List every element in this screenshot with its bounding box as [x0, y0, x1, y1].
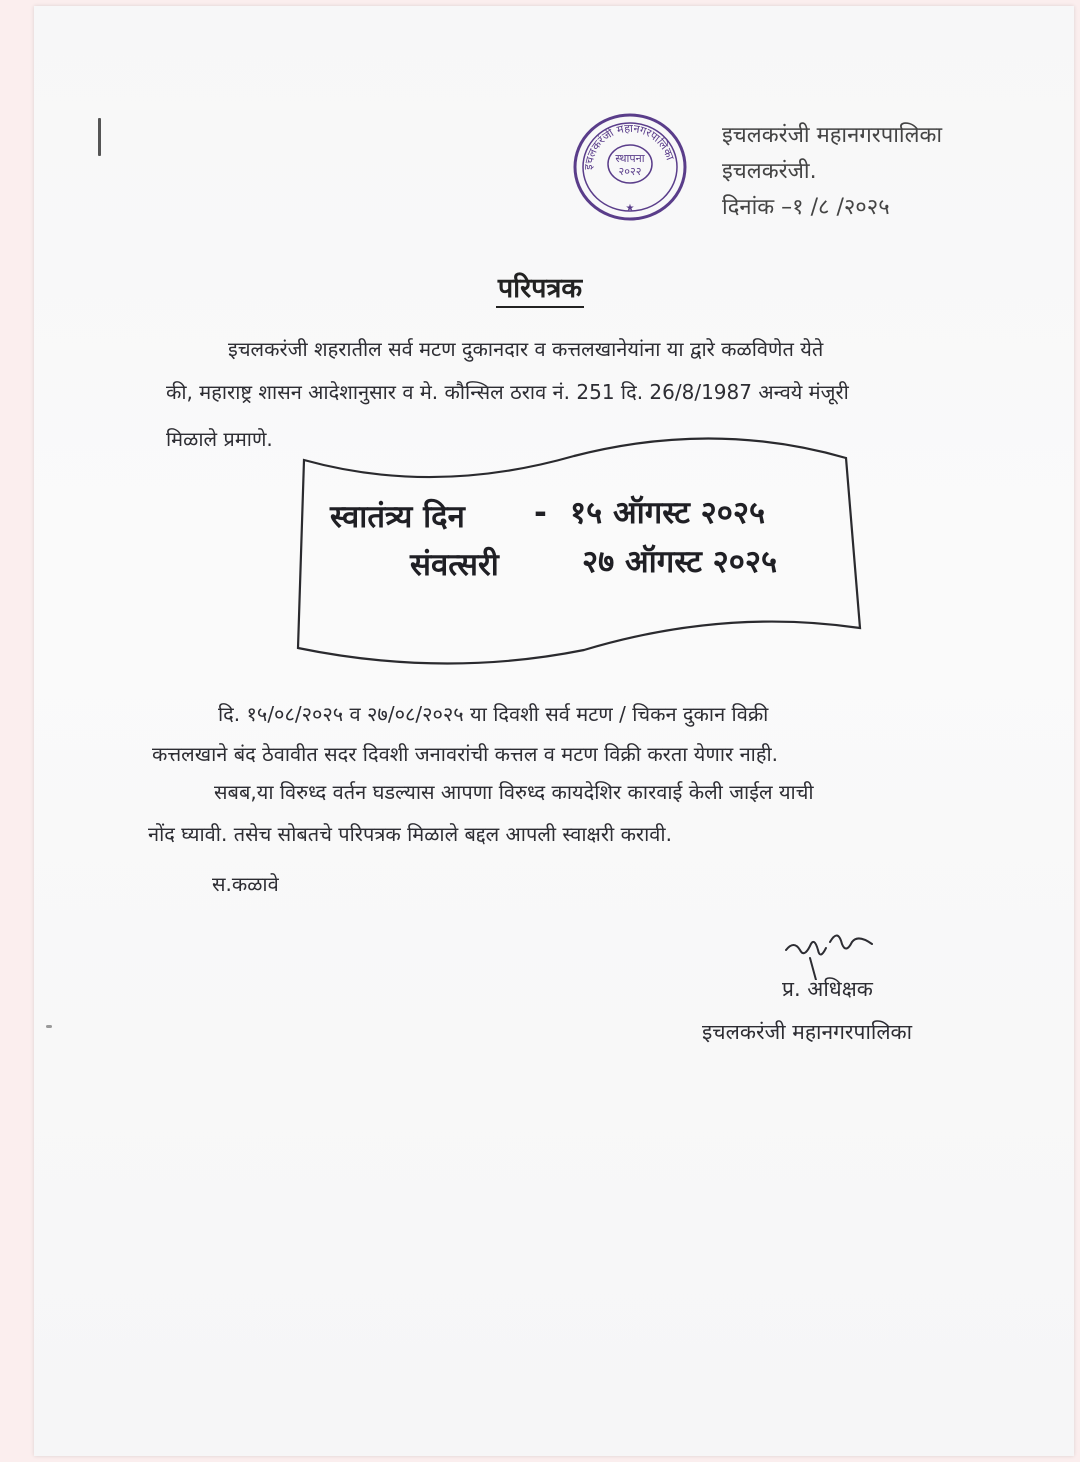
- handwritten-signature: [780, 920, 890, 980]
- margin-mark: [98, 118, 101, 156]
- letter-header: [722, 118, 942, 226]
- header-org-name: इचलकरंजी महानगरपालिका: [722, 123, 943, 148]
- banner-line2-date: २७ ऑगस्ट २०२५: [582, 544, 778, 580]
- paragraph1-line2: की, महाराष्ट्र शासन आदेशानुसार व मे. कौन्सिल ठराव नं. 251 दि. 26/8/1987 अन्वये मंजूरी: [166, 380, 849, 404]
- official-seal: [572, 112, 688, 222]
- seal-star-icon: ★: [625, 203, 635, 214]
- banner-line1-date: १५ ऑगस्ट २०२५: [570, 495, 766, 531]
- paragraph1-line1: इचलकरंजी शहरातील सर्व मटण दुकानदार व कत्तलखानेयांना या द्वारे कळविणेत येते: [228, 337, 824, 361]
- banner-line2-label: संवत्सरी: [410, 547, 499, 583]
- banner-line1-label: स्वातंत्र्य दिन: [330, 499, 465, 535]
- header-date: दिनांक –१ /८ /२०२५: [722, 195, 890, 220]
- paragraph2-line1: दि. १५/०८/२०२५ व २७/०८/२०२५ या दिवशी सर्व मटण / चिकन दुकान विक्री: [218, 702, 769, 726]
- header-city: इचलकरंजी.: [722, 159, 817, 184]
- paragraph3-line1: सबब,या विरुध्द वर्तन घडल्यास आपणा विरुध्द कायदेशिर कारवाई केली जाईल याची: [214, 780, 814, 804]
- document-title: [0, 268, 1080, 305]
- document-title-text: परिपत्रक: [496, 273, 584, 308]
- paragraph1-line3: मिळाले प्रमाणे.: [166, 427, 273, 451]
- signatory-designation: प्र. अधिक्षक: [782, 977, 873, 1001]
- seal-ring-textpath: इचलकरंजी महानगरपालिका: [581, 121, 677, 171]
- paragraph2-line2: कत्तलखाने बंद ठेवावीत सदर दिवशी जनावरांची कत्तल व मटण विक्री करता येणार नाही.: [152, 742, 779, 766]
- date-banner: [294, 428, 864, 668]
- seal-center-text-1: स्थापना: [615, 152, 645, 165]
- stray-mark: [46, 1025, 52, 1028]
- banner-line1-separator: -: [534, 495, 547, 531]
- seal-center-text-2: २०२२: [618, 165, 642, 178]
- signatory-organization: इचलकरंजी महानगरपालिका: [702, 1020, 913, 1044]
- paragraph3-line2: नोंद घ्यावी. तसेच सोबतचे परिपत्रक मिळाले बद्दल आपली स्वाक्षरी करावी.: [148, 822, 672, 846]
- closing-text: स.कळावे: [212, 872, 279, 896]
